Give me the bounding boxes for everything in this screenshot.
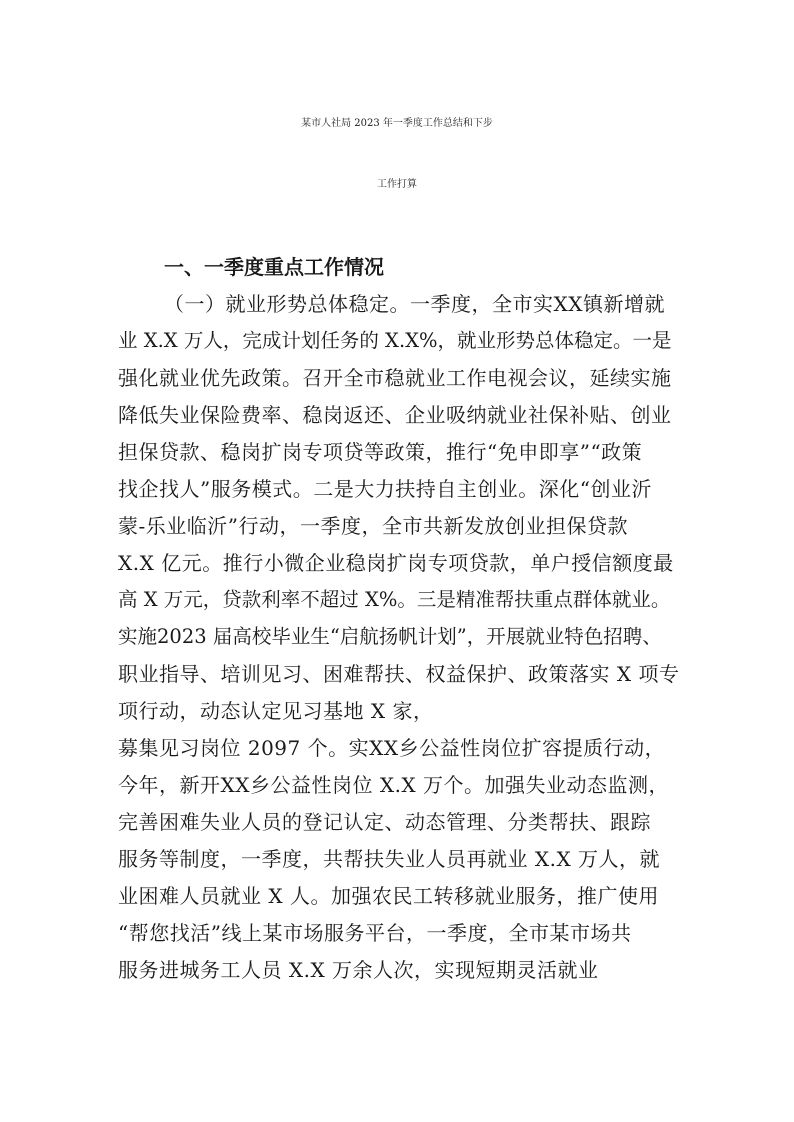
body-line: 蒙-乐业临沂”行动，一季度，全市共新发放创业担保贷款	[118, 514, 628, 538]
body-line: 今年，新开XX乡公益性岗位 X.X 万个。加强失业动态监测，	[118, 773, 670, 797]
body-line: 业困难人员就业 X 人。加强农民工转移就业服务，推广使用	[118, 884, 659, 908]
body-line: 实施2023 届高校毕业生“启航扬帆计划”，开展就业特色招聘、	[118, 625, 662, 648]
body-line: 高 X 万元，贷款利率不超过 X%。三是精准帮扶重点群体就业。	[118, 588, 671, 611]
body-line: “帮您找活”线上某市场服务平台，一季度，全市某市场共	[118, 921, 632, 945]
body-line: 找企找人”服务模式。二是大力扶持自主创业。深化“创业沂	[118, 477, 652, 501]
document-title-line-1: 某市人社局 2023 年一季度工作总结和下步	[301, 118, 493, 129]
body-line: X.X 亿元。推行小微企业稳岗扩岗专项贷款，单户授信额度最	[118, 551, 674, 575]
body-line: 业 X.X 万人，完成计划任务的 X.X%，就业形势总体稳定。一是	[118, 329, 672, 352]
body-line: 担保贷款、稳岗扩岗专项贷等政策，推行“免申即享”“政策	[118, 440, 643, 464]
body-line: 完善困难失业人员的登记认定、动态管理、分类帮扶、跟踪	[118, 810, 651, 834]
body-line: 服务等制度，一季度，共帮扶失业人员再就业 X.X 万人，就	[118, 847, 661, 871]
body-line: 职业指导、培训见习、困难帮扶、权益保护、政策落实 X 项专	[118, 662, 680, 686]
document-title-line-2: 工作打算	[377, 179, 417, 190]
body-line: 服务进城务工人员 X.X 万余人次，实现短期灵活就业	[118, 958, 599, 982]
body-line: 降低失业保险费率、稳岗返还、企业吸纳就业社保补贴、创业	[118, 403, 672, 427]
body-line: 项行动，动态认定见习基地 X 家，	[118, 699, 434, 723]
body-line: 强化就业优先政策。召开全市稳就业工作电视会议，延续实施	[118, 366, 672, 390]
body-line: （一）就业形势总体稳定。一季度，全市实XX镇新增就	[164, 292, 665, 316]
section-heading: 一、一季度重点工作情况	[164, 255, 384, 279]
body-line: 募集见习岗位 2097 个。实XX乡公益性岗位扩容提质行动，	[118, 736, 666, 760]
